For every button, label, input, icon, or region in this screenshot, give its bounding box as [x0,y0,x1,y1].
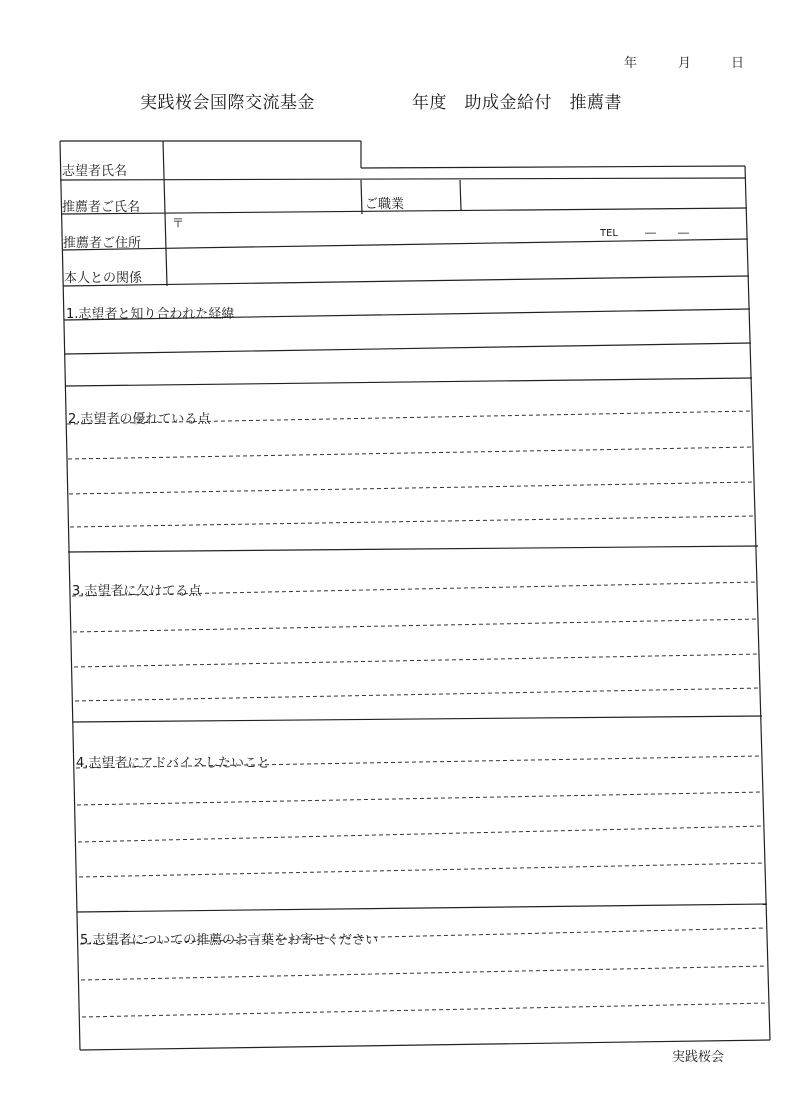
section-4-answer-area[interactable] [78,772,758,904]
section-5-answer-area[interactable] [82,948,762,1038]
occupation-label: ご職業 [365,197,405,212]
date-year-label: 年 [624,56,638,71]
occupation-field[interactable] [463,181,743,207]
section-5-heading: 5.志望者についての推薦のお言葉をお寄せください [80,933,379,948]
date-day-label: 日 [731,56,745,71]
relationship-label: 本人との関係 [64,271,143,286]
applicant-name-field[interactable] [168,143,358,177]
section-3-heading: 3.志望者に欠けてる点 [72,584,202,599]
section-3-answer-area[interactable] [74,600,754,716]
recommender-name-field[interactable] [168,182,358,212]
tel-dashes: ― ― [645,226,689,239]
section-1-answer-area[interactable] [66,322,746,382]
org-title: 実践桜会国際交流基金 [140,93,315,113]
tel-label: TEL [600,228,618,239]
document-title: 年度 助成金給付 推薦書 [412,93,622,113]
applicant-name-label: 志望者氏名 [62,164,128,179]
tel-field[interactable] [622,214,742,240]
date-month-label: 月 [678,56,692,71]
footer-org: 実践桜会 [672,1050,725,1065]
postal-mark: 〒 [172,216,185,230]
section-2-heading: 2.志望者の優れている点 [68,412,211,427]
recommender-address-field[interactable] [190,214,590,244]
section-2-answer-area[interactable] [70,428,750,546]
recommender-address-label: 推薦者ご住所 [63,236,142,251]
section-1-heading: 1.志望者と知り合われた経緯 [66,307,235,322]
recommender-name-label: 推薦者ご氏名 [62,200,141,215]
section-4-heading: 4.志望者にアドバイスしたいこと [76,756,271,771]
relationship-field[interactable] [170,248,745,280]
